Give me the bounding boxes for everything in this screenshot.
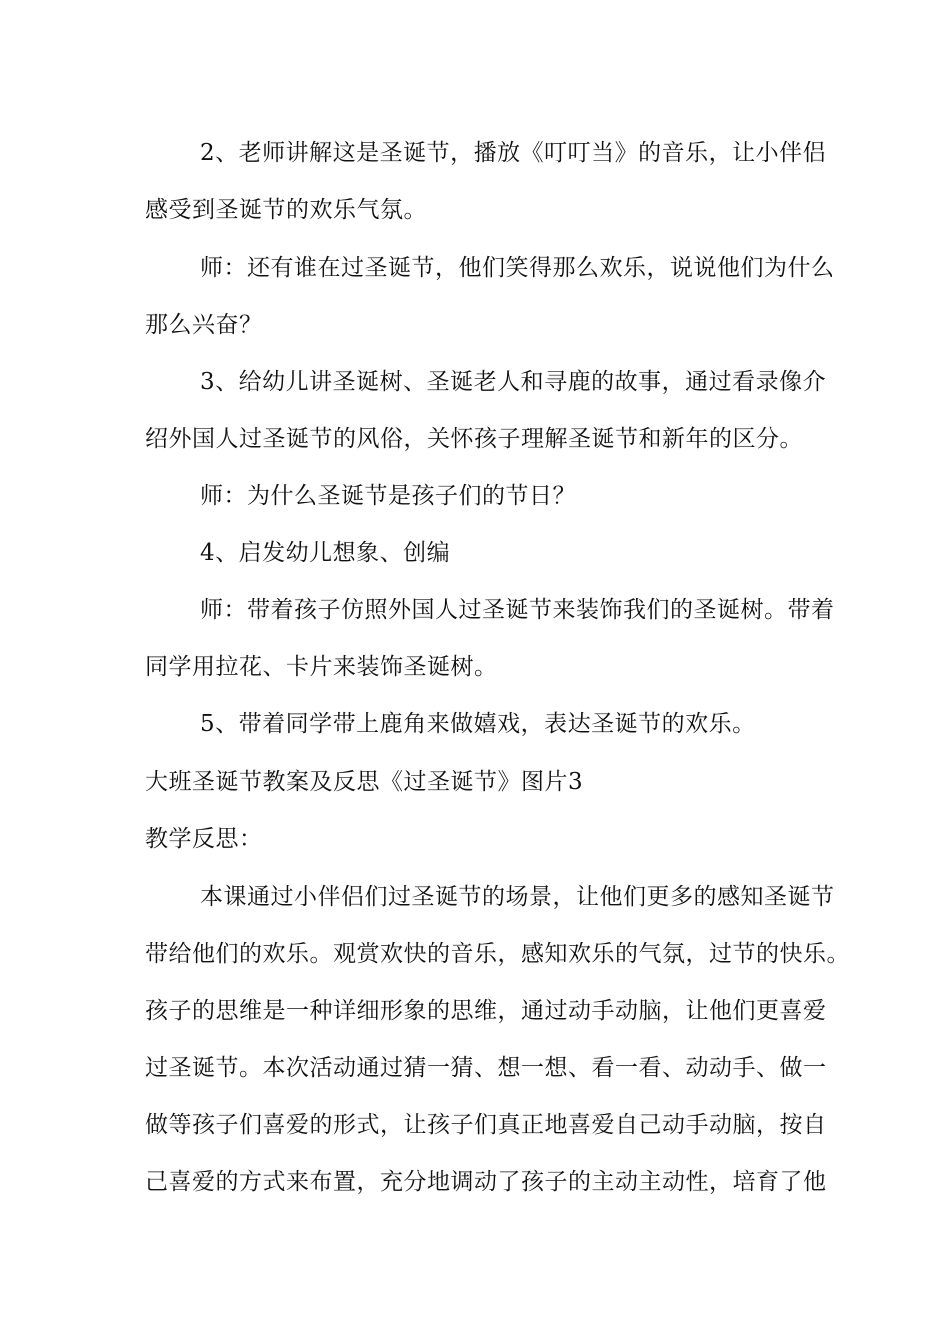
paragraph-line: 感受到圣诞节的欢乐气氛。 xyxy=(145,197,427,223)
section-heading: 大班圣诞节教案及反思《过圣诞节》图片3 xyxy=(145,769,584,795)
paragraph-line: 绍外国人过圣诞节的风俗，关怀孩子理解圣诞节和新年的区分。 xyxy=(145,426,803,452)
paragraph-line: 过圣诞节。本次活动通过猜一猜、想一想、看一看、动动手、做一 xyxy=(145,1055,827,1081)
paragraph-line: 师：还有谁在过圣诞节，他们笑得那么欢乐，说说他们为什么 xyxy=(200,255,835,281)
paragraph-line: 孩子的思维是一种详细形象的思维，通过动手动脑，让他们更喜爱 xyxy=(145,998,827,1024)
paragraph-line: 2、老师讲解这是圣诞节，播放《叮叮当》的音乐，让小伴侣 xyxy=(200,140,827,166)
paragraph-line: 那么兴奋？ xyxy=(145,312,263,338)
paragraph-line: 4、启发幼儿想象、创编 xyxy=(200,540,451,566)
paragraph-line: 本课通过小伴侣们过圣诞节的场景，让他们更多的感知圣诞节 xyxy=(200,884,835,910)
paragraph-line: 师：为什么圣诞节是孩子们的节日？ xyxy=(200,483,576,509)
section-heading: 教学反思： xyxy=(145,826,263,852)
paragraph-line: 做等孩子们喜爱的形式，让孩子们真正地喜爱自己动手动脑，按自 xyxy=(145,1112,827,1138)
paragraph-line: 带给他们的欢乐。观赏欢快的音乐，感知欢乐的气氛，过节的快乐。 xyxy=(145,941,850,967)
paragraph-line: 师：带着孩子仿照外国人过圣诞节来装饰我们的圣诞树。带着 xyxy=(200,597,835,623)
paragraph-line: 己喜爱的方式来布置，充分地调动了孩子的主动主动性，培育了他 xyxy=(145,1169,827,1195)
paragraph-line: 5、带着同学带上鹿角来做嬉戏，表达圣诞节的欢乐。 xyxy=(200,711,756,737)
paragraph-line: 同学用拉花、卡片来装饰圣诞树。 xyxy=(145,654,498,680)
paragraph-line: 3、给幼儿讲圣诞树、圣诞老人和寻鹿的故事，通过看录像介 xyxy=(200,369,827,395)
